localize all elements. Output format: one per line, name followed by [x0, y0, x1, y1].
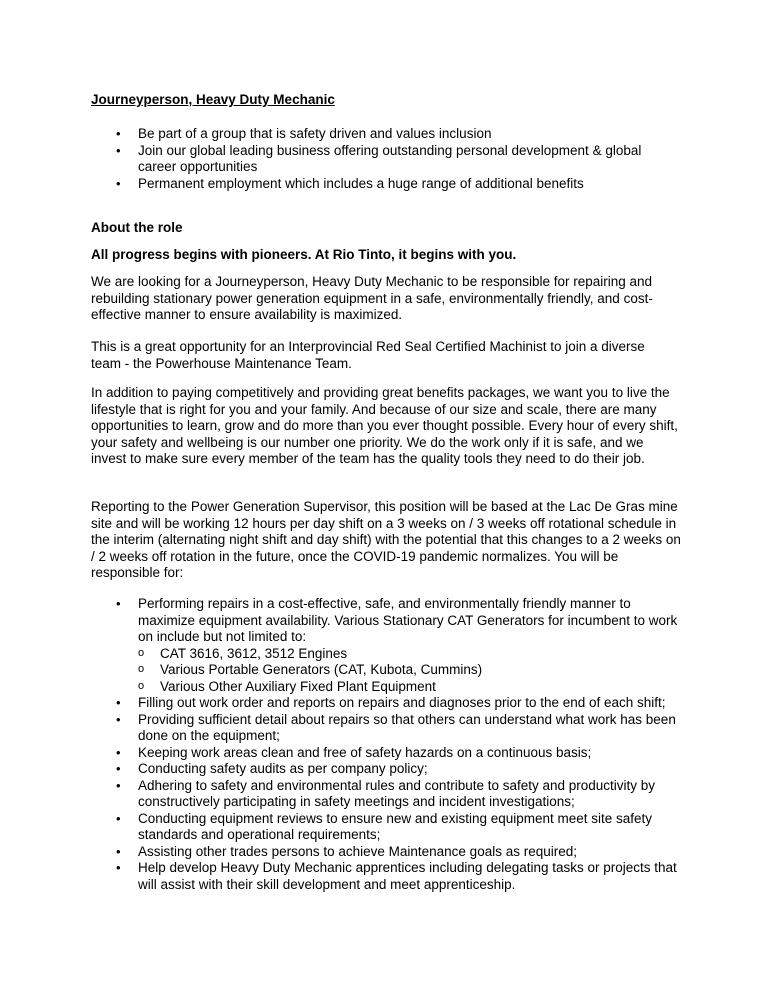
- list-item: • Adhering to safety and environmental rules and contribute to safety and productivity by constructively participating in safety meetings and incident investigations;: [116, 778, 686, 811]
- section-heading-about: About the role: [91, 220, 183, 235]
- list-item: [116, 596, 686, 695]
- paragraph: This is a great opportunity for an Interprovincial Red Seal Certified Machinist to join a diverse team - the Powerhouse Maintenance Team.: [91, 339, 645, 371]
- sub-list-item: o Various Portable Generators (CAT, Kubota, Cummins): [138, 662, 686, 679]
- page-title: Journeyperson, Heavy Duty Mechanic: [91, 92, 335, 107]
- list-item: • Providing sufficient detail about repairs so that others can understand what work has been done on the equipment;: [116, 712, 686, 745]
- list-item: • Permanent employment which includes a huge range of additional benefits: [116, 176, 676, 193]
- list-item: • Join our global leading business offering outstanding personal development & global career opportunities: [116, 143, 676, 176]
- intro-bullet-list: [116, 126, 676, 192]
- list-item: • Filling out work order and reports on repairs and diagnoses prior to the end of each shift;: [116, 695, 686, 712]
- list-item: • Conducting safety audits as per company policy;: [116, 761, 686, 778]
- tagline: All progress begins with pioneers. At Rio Tinto, it begins with you.: [91, 247, 517, 262]
- paragraph: We are looking for a Journeyperson, Heavy Duty Mechanic to be responsible for repairing and rebuilding stationary power generation equipment in a safe, environmentally friendly, and cost-effective manner to ensure availability is maximized.: [91, 274, 653, 322]
- sub-list-item: o CAT 3616, 3612, 3512 Engines: [138, 646, 686, 663]
- list-item: • Keeping work areas clean and free of safety hazards on a continuous basis;: [116, 745, 686, 762]
- list-item: • Conducting equipment reviews to ensure new and existing equipment meet site safety standards and operational requirements;: [116, 811, 686, 844]
- list-item: • Be part of a group that is safety driven and values inclusion: [116, 126, 676, 143]
- list-item-text: Performing repairs in a cost-effective, safe, and environmentally friendly manner to maximize equipment availability. Various Stationary CAT Generators for incumbent to work on include but not limited to:: [138, 596, 678, 644]
- sub-list-item: o Various Other Auxiliary Fixed Plant Equipment: [138, 679, 686, 696]
- list-item: • Help develop Heavy Duty Mechanic apprentices including delegating tasks or projects that will assist with their skill development and meet apprenticeship.: [116, 860, 686, 893]
- equipment-sublist: [138, 646, 686, 696]
- paragraph: In addition to paying competitively and providing great benefits packages, we want you to live the lifestyle that is right for you and your family. And because of our size and scale, there are many opportunities to learn, grow and do more than you ever thought possible. Every hour of every shift, your safety and wellbeing is our number one priority. We do the work only if it is safe, and we invest to make sure every member of the team has the quality tools they need to do their job.: [91, 385, 678, 466]
- paragraph: Reporting to the Power Generation Supervisor, this position will be based at the Lac De Gras mine site and will be working 12 hours per day shift on a 3 weeks on / 3 weeks off rotational schedule in the interim (alternating night shift and day shift) with the potential that this changes to a 2 weeks on / 2 weeks off rotation in the future, once the COVID-19 pandemic normalizes. You will be responsible for:: [91, 499, 681, 580]
- responsibilities-list: [116, 596, 686, 893]
- list-item: • Assisting other trades persons to achieve Maintenance goals as required;: [116, 844, 686, 861]
